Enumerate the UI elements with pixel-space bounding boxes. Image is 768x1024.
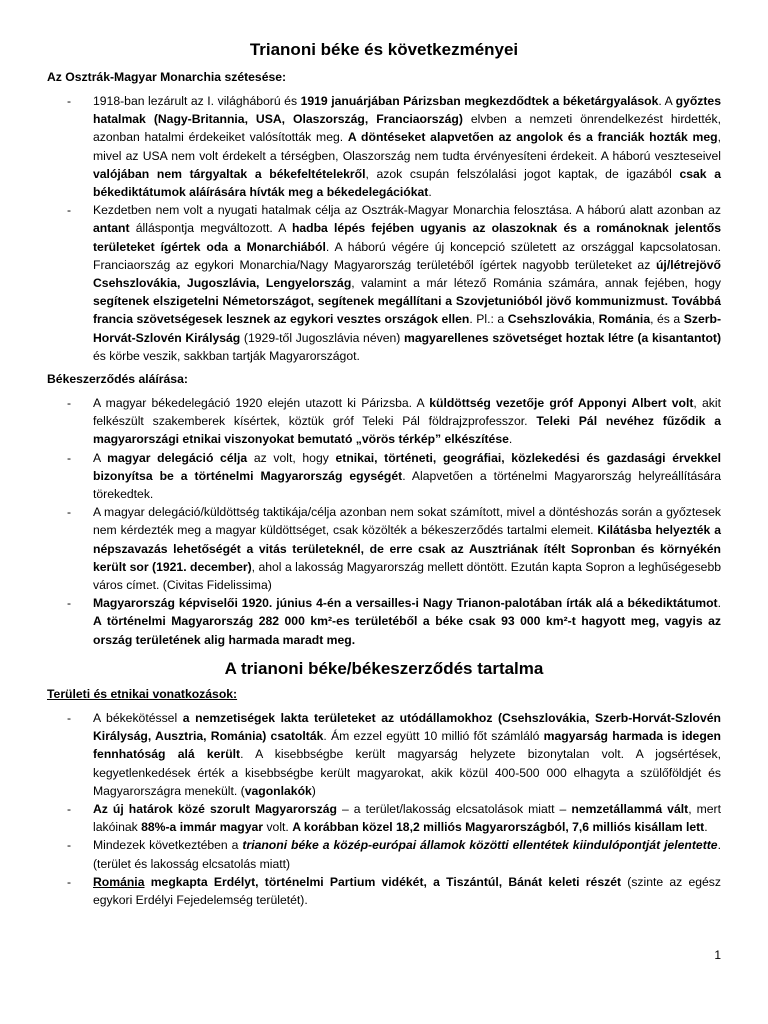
text-run: – a terület/lakosság elcsatolások miatt – bbox=[336, 801, 572, 816]
text-run: . bbox=[428, 185, 432, 200]
paragraph-text bbox=[93, 396, 721, 446]
section-heading-monarchia: Az Osztrák-Magyar Monarchia szétesése: bbox=[47, 70, 287, 84]
list-item bbox=[47, 92, 721, 201]
list-item bbox=[47, 201, 721, 365]
text-run: 1918-ban lezárult az I. világháború és bbox=[93, 94, 301, 108]
dash-bullet-icon: - bbox=[67, 203, 72, 218]
text-run: Az új határok közé szorult Magyarország bbox=[93, 801, 337, 816]
paragraph-text bbox=[93, 802, 721, 834]
text-run: 1919 januárjában Párizsban megkezdődtek a béketárgyalások bbox=[300, 94, 659, 108]
text-run: magyarellenes szövetséget hoztak létre (a kisantantot) bbox=[403, 330, 722, 345]
text-run: Magyarország képviselői 1920. június 4-én a versailles-i Nagy Trianon-palotában írták alá a békediktátumot bbox=[93, 596, 718, 611]
dash-bullet-icon: - bbox=[67, 710, 72, 725]
list-item bbox=[47, 394, 721, 449]
dash-bullet-icon: - bbox=[67, 838, 72, 853]
section-heading-bekeszerzodes: Békeszerződés aláírása: bbox=[47, 372, 188, 387]
text-run: Teleki Pál nevéhez fűződik a magyarországi etnikai viszonyokat bemutató „vörös térkép” elkészítése bbox=[93, 414, 721, 447]
paragraph-text bbox=[93, 875, 721, 907]
list-item bbox=[47, 873, 721, 909]
paragraph-text bbox=[93, 838, 721, 870]
text-run: Csehszlovákia bbox=[507, 312, 592, 327]
text-run: vagonlakók bbox=[244, 783, 312, 798]
list-item bbox=[47, 800, 721, 836]
text-run: magyar delegáció célja bbox=[107, 450, 248, 465]
text-run: álláspontja megváltozott. A bbox=[129, 221, 292, 236]
text-run: hadba lépés fejében ugyanis az olaszoknak és a románoknak jelentős területeket ígértek oda a Monarchiából bbox=[93, 221, 722, 254]
paragraph-text bbox=[93, 505, 721, 592]
page-number: 1 bbox=[714, 948, 721, 962]
text-run: . Ám ezzel együtt 10 millió főt számláló bbox=[323, 729, 544, 744]
text-run: . (terület és lakosság elcsatolás miatt) bbox=[93, 838, 721, 871]
text-run: , azok csupán felszólalási jogot kaptak, de igazából bbox=[365, 166, 680, 181]
list-item bbox=[47, 709, 721, 800]
section-title-tartalma: A trianoni béke/békeszerződés tartalma bbox=[224, 658, 544, 678]
text-run: Kezdetben nem volt a nyugati hatalmak célja az Osztrák-Magyar Monarchia felosztása. A háború alatt azonban az bbox=[93, 203, 721, 218]
text-run: etnikai, történeti, geográfiai, közlekedési és gazdasági érvekkel bizonyítsa be a történelmi Magyarország egységét bbox=[93, 450, 722, 483]
text-run: csak a békediktátumok aláírására hívták meg a békedelegációkat bbox=[93, 166, 722, 200]
text-run: A békekötéssel bbox=[93, 710, 183, 725]
text-run: (1929-től Jugoszlávia néven) bbox=[240, 330, 404, 345]
text-run: , ahol a lakosság Magyarország mellett döntött. Ezután kapta Sopron a leghűségesebb város címet. (Civitas Fidelissima) bbox=[93, 559, 721, 593]
text-run: . Alapvetően a történelmi Magyarország helyreállítására törekedtek. bbox=[93, 468, 721, 502]
text-run: a nemzetiségek lakta területeket az utódállamokhoz (Csehszlovákia, Szerb-Horvát-Szlovén Királyság, Ausztria, Románia) csatolták bbox=[93, 710, 721, 744]
list-item bbox=[47, 503, 721, 594]
text-run: segítenek elszigetelni Németországot, segítenek megállítani a Szovjetunióból jövő kommunizmust. Továbbá francia szövetségesek lesznek az egykori vesztes országok ellen bbox=[93, 294, 721, 327]
paragraph-text bbox=[93, 203, 721, 363]
text-run: , akit felkészült szakemberek kísértek, köztük gróf Teleki Pál földrajzprofesszor. bbox=[93, 396, 721, 429]
text-run: antant bbox=[93, 221, 130, 236]
text-run: Szerb-Horvát-Szlovén Királyság bbox=[93, 312, 721, 345]
text-run: elvben a nemzeti önrendelkezést hirdették, azonban hatalmi érdekeiket valósították meg. bbox=[93, 112, 721, 145]
text-run: . A kisebbségbe került magyarság helyzete bizonytalan volt. A jogsértések, kegyetlenkedések érték a kisebbségbe került magyarokat, akik közül 400-500 000 elhagyta a szülőföldjét és Magyarországra menekült. ( bbox=[93, 747, 721, 798]
text-run: volt. bbox=[263, 820, 293, 835]
text-run: új/létrejövő Csehszlovákia, Jugoszlávia, Lengyelország bbox=[93, 257, 721, 291]
dash-bullet-icon: - bbox=[67, 396, 72, 411]
text-run: . A háború végére új koncepció született az országgal kapcsolatosan. Franciaország az egykori Monarchia/Nagy Magyarország területéből ígértek nagyobb területeket az bbox=[93, 239, 721, 272]
text-run: Mindezek következtében a bbox=[93, 838, 243, 853]
text-run: , és a bbox=[650, 312, 684, 327]
paragraph-text bbox=[93, 711, 721, 798]
paragraph-text bbox=[93, 451, 721, 501]
dash-bullet-icon: - bbox=[67, 450, 72, 465]
text-run: A magyar delegáció/küldöttség taktikája/célja azonban nem sokat számított, mivel a döntéshozás során a győztesek nem kérdezték meg a magyar küldöttséget, csak közölték a békeszerződés tartalmi elemeit. bbox=[93, 505, 721, 538]
page-title: Trianoni béke és következményei bbox=[249, 40, 519, 59]
bullet-list-teruleti bbox=[47, 709, 721, 909]
text-run: A bbox=[93, 450, 108, 465]
text-run: az volt, hogy bbox=[247, 450, 336, 465]
list-item bbox=[47, 594, 721, 649]
text-run: magyarság harmada is idegen fennhatóság alá került bbox=[93, 729, 721, 762]
bullet-list-bekeszerzodes bbox=[47, 394, 721, 649]
dash-bullet-icon: - bbox=[67, 596, 72, 611]
text-run: Románia bbox=[93, 874, 145, 889]
text-run: A magyar békedelegáció 1920 elején utazott ki Párizsba. A bbox=[93, 396, 430, 411]
text-run: megkapta Erdélyt, történelmi Partium vidékét, a Tiszántúl, Bánát keleti részét bbox=[144, 874, 622, 889]
text-run: A döntéseket alapvetően az angolok és a franciák hozták meg bbox=[347, 130, 718, 145]
text-run: Románia bbox=[598, 312, 651, 327]
section-heading-teruleti: Területi és etnikai vonatkozások: bbox=[47, 686, 238, 701]
text-run: . bbox=[717, 596, 721, 611]
text-run: nemzetállammá vált bbox=[571, 801, 689, 816]
text-run: trianoni béke a közép-európai államok közötti ellentétek kiindulópontját jelentette bbox=[242, 838, 718, 853]
text-run: . Pl.: a bbox=[469, 312, 508, 327]
text-run: és körbe veszik, sakkban tartják Magyarországot. bbox=[93, 348, 360, 363]
text-run: (szinte az egész egykori Erdélyi Fejedelemség területét). bbox=[93, 874, 721, 907]
text-run: A történelmi Magyarország 282 000 km²-es területéből a béke csak 93 000 km²-t hagyott meg, vagyis az ország területének alig harmada maradt meg. bbox=[93, 614, 721, 647]
text-run: ) bbox=[311, 783, 316, 798]
text-run: , mert lakóinak bbox=[93, 801, 721, 835]
text-run: küldöttség vezetője gróf Apponyi Albert volt bbox=[429, 396, 694, 411]
list-item bbox=[47, 449, 721, 504]
text-run: . bbox=[704, 820, 708, 835]
text-run: , valamint a már létező Románia számára, annak fejében, hogy bbox=[351, 276, 721, 291]
text-run: , mivel az USA nem volt érdekelt a térségben, Olaszország nem tudta érvényesíteni érdekeit. A háború veszteseivel bbox=[93, 130, 722, 163]
text-run: győztes hatalmak (Nagy-Britannia, USA, Olaszország, Franciaország) bbox=[93, 94, 721, 127]
text-run: . A bbox=[658, 94, 676, 108]
paragraph-text bbox=[93, 596, 721, 646]
paragraph-text bbox=[93, 94, 721, 199]
text-run: . bbox=[508, 432, 513, 447]
text-run: A korábban közel 18,2 milliós Magyarországból, 7,6 milliós kisállam lett bbox=[292, 820, 705, 835]
dash-bullet-icon: - bbox=[67, 505, 72, 520]
dash-bullet-icon: - bbox=[67, 94, 72, 108]
text-run: , bbox=[591, 312, 599, 327]
list-item bbox=[47, 836, 721, 872]
text-run: 88%-a immár magyar bbox=[141, 820, 264, 835]
text-run: Kilátásba helyezték a népszavazás lehetőségét a vitás területeknél, de erre csak az Ausztriának ítélt Sopronban és környékén került sor (1921. december) bbox=[93, 523, 721, 574]
dash-bullet-icon: - bbox=[67, 874, 72, 889]
text-run: valójában nem tárgyaltak a békefeltételekről bbox=[93, 166, 366, 181]
dash-bullet-icon: - bbox=[67, 801, 72, 816]
bullet-list-monarchia bbox=[47, 92, 721, 365]
